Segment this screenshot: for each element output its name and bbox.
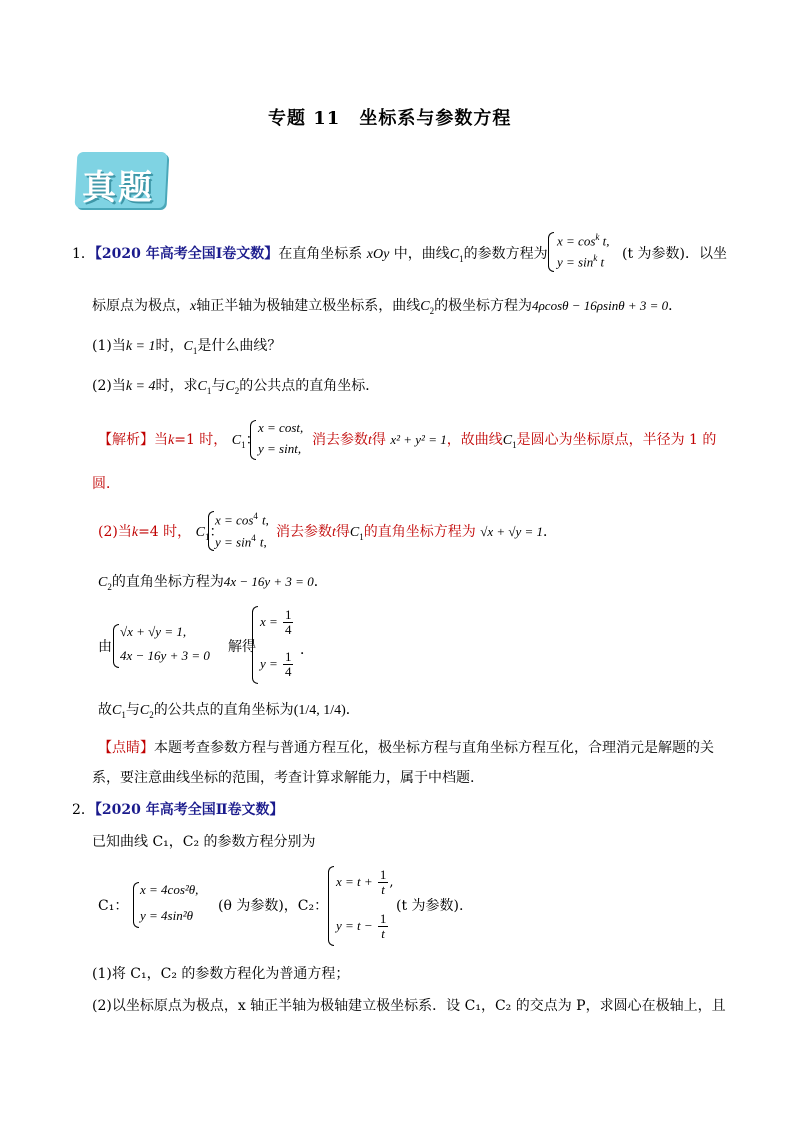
q1-sys-line1: $x = \cos^k t$,: [557, 232, 610, 249]
q1-source: 【2020 年高考全国Ⅰ卷文数】: [94, 246, 279, 262]
page-title: 专题 11 坐标系与参数方程: [268, 108, 512, 129]
q2-c2-l1: x = t + $\frac{1}{t}$ ,: [336, 867, 394, 897]
q2-line1: 已知曲线 C₁，C₂ 的参数方程分别为: [92, 834, 316, 850]
sol1-sys2: y = sint,: [258, 441, 302, 456]
q2-c2-l2: y = t − $\frac{1}{t}$: [336, 911, 387, 941]
comment-line1: 【点睛】本题考查参数方程与普通方程互化，极坐标方程与直角坐标方程互化，合理消元是解题的关: [98, 740, 714, 756]
zhenti-badge: [76, 152, 166, 208]
q2-source: 【2020 年高考全国Ⅱ卷文数】: [94, 802, 284, 818]
q1-line2: 标原点为极点，x轴正半轴为极轴建立极坐标系，曲线$C_2$的极坐标方程为4ρcosθ − 16ρsinθ + 3 = 0．: [92, 298, 683, 316]
q2-c1-l1: x = 4cos²θ,: [140, 882, 199, 897]
sol2-res-dot: ．: [300, 642, 314, 658]
q2-sub1: (1)将 C₁，C₂ 的参数方程化为普通方程；: [92, 966, 350, 982]
sol-tag: 【解析】: [98, 432, 154, 448]
q2-c1-l2: y = 4sin²θ: [140, 908, 193, 923]
sol2-you: 由: [98, 639, 112, 655]
q1-sub2: (2)当k = 4时，求$C_1$与$C_2$的公共点的直角坐标．: [92, 378, 380, 396]
q2-number: 2．: [72, 802, 95, 818]
sol2-line2: $C_2$的直角坐标方程为4x − 16y + 3 = 0．: [98, 574, 328, 592]
q2-brace1: [133, 882, 139, 928]
q1-text: 在直角坐标系: [278, 246, 363, 262]
sol2-eq-sys2: 4x − 16y + 3 = 0: [120, 648, 210, 663]
q2-param2: (t 为参数).: [396, 898, 464, 914]
sol2-sys2: $y = \sin^4 t$,: [215, 533, 267, 550]
sol2-res1: x = $\frac{1}{4}$: [260, 607, 292, 637]
q1-brace: [548, 232, 554, 272]
sol1-brace: [250, 420, 256, 460]
sol2-res2: y = $\frac{1}{4}$: [260, 649, 292, 679]
q1-c: C: [449, 247, 460, 262]
sol2-line1b: 消去参数t得$C_1$的直角坐标方程为 √x + √y = 1．: [276, 524, 558, 542]
badge-label: 真题: [82, 168, 154, 208]
sol2-brace: [208, 511, 214, 551]
sol2-brace3: [252, 606, 258, 684]
sol1-line1: 【解析】当k=1 时， $C_1$：: [98, 432, 260, 450]
q1-text: 的参数方程为: [463, 246, 548, 262]
q2-sub2: (2)以坐标原点为极点，x 轴正半轴为极轴建立极坐标系．设 C₁，C₂ 的交点为 P，求圆心在极轴上，且: [92, 998, 726, 1014]
sol2-eq-sys1: √x + √y = 1,: [120, 624, 187, 639]
sol2-line1: (2)当k=4 时， $C_1$：: [98, 524, 224, 542]
sol1-sys1: x = cost,: [258, 420, 304, 435]
q1-sub1: (1)当k = 1时，$C_1$是什么曲线？: [92, 338, 282, 356]
q1-line1: 1．【2020 年高考全国Ⅰ卷文数】在直角坐标系 xOy 中，曲线$C_1$的参数方程为: [72, 246, 548, 264]
q2-c1-label: C₁：: [98, 898, 129, 914]
sol2-conclusion: 故$C_1$与$C_2$的公共点的直角坐标为(1/4, 1/4)．: [98, 702, 360, 720]
q2-header: [72, 800, 284, 820]
sol1-line1b: 消去参数t得 x² + y² = 1，故曲线$C_1$是圆心为坐标原点，半径为 1 的: [312, 432, 717, 450]
sol1-line2: 圆．: [92, 476, 120, 492]
intersection-point: (1/4, 1/4): [293, 703, 346, 718]
q1-number: 1．: [72, 246, 95, 262]
sol2-brace2: [113, 624, 119, 668]
comment-line2: 系，要注意曲线坐标的范围，考查计算求解能力，属于中档题.: [92, 770, 475, 786]
sol2-jiede: 解得: [228, 639, 256, 655]
comment-tag: 【点睛】: [98, 740, 154, 756]
q1-text: 中，曲线: [393, 246, 450, 262]
q2-param1: (θ 为参数)，C₂：: [218, 898, 329, 914]
q1-xoy: xOy: [366, 247, 390, 262]
sol2-sys1: $x = \cos^4 t$,: [215, 511, 269, 528]
q1-param: (t 为参数)．以坐: [622, 246, 727, 262]
q2-brace2: [328, 866, 334, 946]
q1-sys-line2: $y = \sin^k t$: [557, 253, 605, 270]
